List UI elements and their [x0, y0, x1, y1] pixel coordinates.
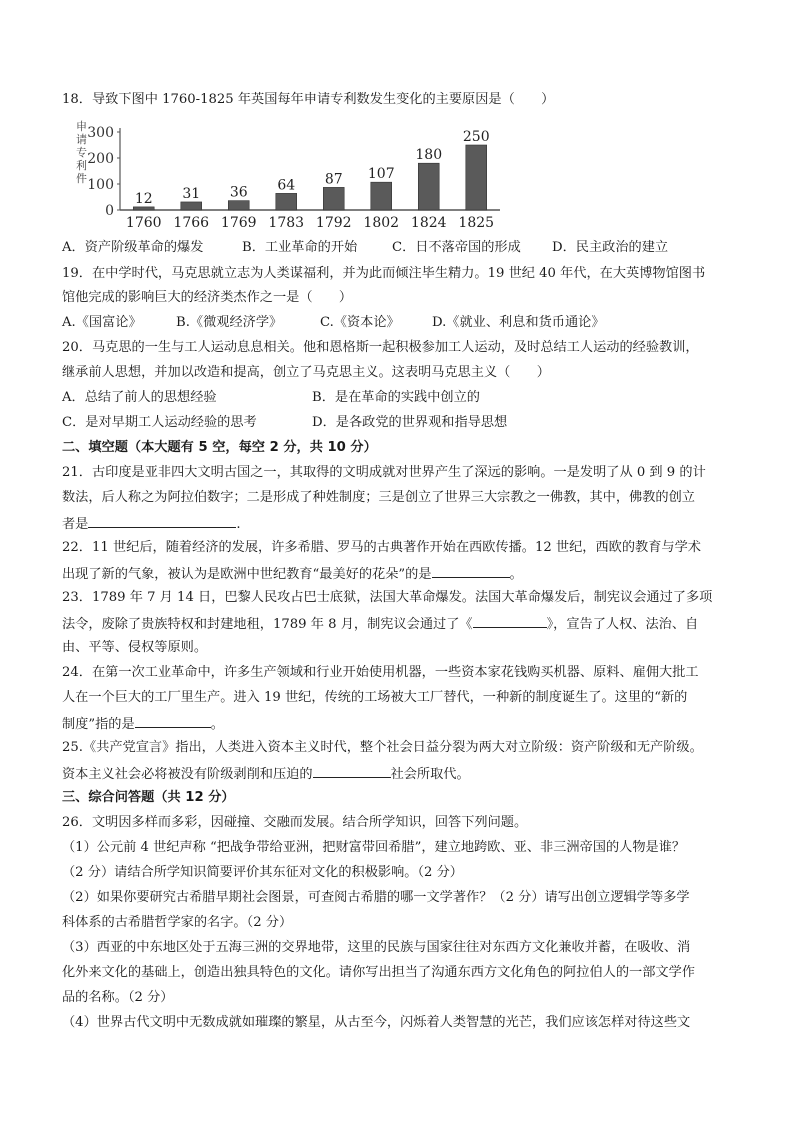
- q23-line-1: 23．1789 年 7 月 14 日，巴黎人民攻占巴士底狱，法国大革命爆发。法国大革命爆发后，制宪议会通过了多项: [62, 590, 713, 605]
- y-tick-label: 0: [105, 203, 114, 219]
- q24-text-b: 。: [210, 717, 224, 732]
- bar-data-label: 180: [415, 147, 443, 164]
- q18-option-a[interactable]: A．资产阶级革命的爆发: [62, 240, 204, 255]
- q23-answer-blank[interactable]: [473, 613, 547, 628]
- q24-line-1: 24．在第一次工业革命中，许多生产领域和行业开始使用机器，一些资本家花钱购买机器、原料、雇佣大批工: [62, 665, 699, 680]
- q21-line-2: 数法，后人称之为阿拉伯数字；二是形成了种姓制度；三是创立了世界三大宗教之一佛教，其中，佛教的创立: [62, 490, 695, 505]
- bar: [276, 193, 297, 210]
- q19-option-c[interactable]: C.《资本论》: [320, 315, 400, 330]
- y-tick-label: 300: [87, 125, 114, 141]
- q18-option-d[interactable]: D．民主政治的建立: [552, 240, 669, 255]
- y-axis-label-char: 专: [76, 146, 87, 159]
- q20-option-b[interactable]: B．是在革命的实践中创立的: [312, 390, 480, 405]
- q21-text-a: 者是: [62, 517, 89, 532]
- chart-svg: [70, 120, 510, 232]
- y-tick-label: 200: [87, 151, 114, 167]
- y-tick-label: 100: [87, 177, 114, 193]
- bar: [323, 187, 344, 210]
- q19-line-2: 馆他完成的影响巨大的经济类杰作之一是（ ）: [62, 290, 353, 305]
- q26-line-7: 化外来文化的基础上，创造出独具特色的文化。请你写出担当了沟通东西方文化角色的阿拉伯人的一部文学作: [62, 965, 695, 980]
- q25-text-a: 资本主义社会必将被没有阶级剥削和压迫的: [62, 767, 313, 782]
- patent-bar-chart: [70, 120, 510, 232]
- q24-answer-blank[interactable]: [135, 713, 211, 728]
- q25-line-2: [62, 763, 742, 785]
- x-tick-label: 1825: [458, 215, 495, 231]
- x-tick-label: 1802: [363, 215, 400, 231]
- q21-line-3: [62, 513, 742, 535]
- y-axis-label: [76, 120, 87, 185]
- q23-text-a: 法令，废除了贵族特权和封建地租，1789 年 8 月，制宪议会通过了《: [62, 617, 473, 632]
- q19-option-d[interactable]: D.《就业、利息和货币通论》: [432, 315, 605, 330]
- q26-line-6: （3）西亚的中东地区处于五海三洲的交界地带，这里的民族与国家往往对东西方文化兼收并蓄，在吸收、消: [62, 940, 691, 955]
- q19-option-b[interactable]: B.《微观经济学》: [176, 315, 283, 330]
- q24-line-2: 人在一个巨大的工厂里生产。进入 19 世纪，传统的工场被大工厂替代，一种新的制度诞生了。这里的“新的: [62, 690, 688, 705]
- x-tick-label: 1783: [268, 215, 305, 231]
- q20-option-d[interactable]: D．是各政党的世界观和指导思想: [312, 415, 508, 430]
- section-2-heading: 二、填空题（本大题有 5 空，每空 2 分，共 10 分）: [62, 440, 377, 455]
- y-axis-label-char: 件: [76, 172, 87, 185]
- q22-answer-blank[interactable]: [432, 563, 510, 578]
- q19-line-1: 19．在中学时代，马克思就立志为人类谋福利，并为此而倾注毕生精力。19 世纪 40 年代，在大英博物馆图书: [62, 266, 706, 281]
- q25-text-b: 社会所取代。: [390, 767, 470, 782]
- q26-line-3: （2 分）请结合所学知识简要评价其东征对文化的积极影响。（2 分）: [62, 865, 463, 880]
- bar: [181, 202, 202, 210]
- q18-option-c[interactable]: C．日不落帝国的形成: [392, 240, 521, 255]
- bar: [418, 163, 439, 210]
- q25-line-1: 25.《共产党宣言》指出，人类进入资本主义时代，整个社会日益分裂为两大对立阶级：资产阶级和无产阶级。: [62, 740, 703, 755]
- y-axis-label-char: 请: [76, 133, 87, 146]
- x-tick-label: 1824: [410, 215, 447, 231]
- x-tick-label: 1769: [220, 215, 257, 231]
- q21-answer-blank[interactable]: [88, 513, 236, 528]
- q21-line-1: 21．古印度是亚非四大文明古国之一，其取得的文明成就对世界产生了深远的影响。一是发明了从 0 到 9 的计: [62, 465, 706, 480]
- q18-option-b[interactable]: B．工业革命的开始: [242, 240, 358, 255]
- q26-line-9: （4）世界古代文明中无数成就如璀璨的繁星，从古至今，闪烁着人类智慧的光芒，我们应该怎样对待这些文: [62, 1015, 691, 1030]
- q24-text-a: 制度”指的是: [62, 717, 135, 732]
- q26-line-8: 品的名称。（2 分）: [62, 990, 174, 1005]
- q26-line-2: （1）公元前 4 世纪声称 “把战争带给亚洲，把财富带回希腊”，建立地跨欧、亚、非三洲帝国的人物是谁？: [62, 840, 686, 855]
- q20-option-a[interactable]: A．总结了前人的思想经验: [62, 390, 217, 405]
- y-axis-label-char: 利: [76, 159, 87, 172]
- q26-line-4: （2）如果你要研究古希腊早期社会图景，可查阅古希腊的哪一文学著作？（2 分）请写出创立逻辑学等多学: [62, 890, 690, 905]
- q23-text-b: 》，宣告了人权、法治、自: [546, 617, 699, 632]
- q19-option-a[interactable]: A.《国富论》: [62, 315, 142, 330]
- bar: [133, 207, 154, 210]
- bar-data-label: 12: [134, 190, 153, 207]
- x-tick-label: 1792: [315, 215, 352, 231]
- bar-data-label: 87: [324, 171, 343, 188]
- bar-data-label: 107: [367, 166, 395, 183]
- q18-stem: 18．导致下图中 1760-1825 年英国每年申请专利数发生变化的主要原因是（ ）: [62, 92, 555, 107]
- q24-line-3: [62, 713, 742, 735]
- q26-line-1: 26．文明因多样而多彩，因碰撞、交融而发展。结合所学知识，回答下列问题。: [62, 815, 528, 830]
- bar: [466, 145, 487, 210]
- bar-data-label: 250: [462, 129, 490, 145]
- q18-options: [62, 238, 752, 258]
- bar: [371, 182, 392, 210]
- q22-line-2: [62, 563, 742, 585]
- bar: [228, 201, 249, 210]
- q23-line-2: [62, 613, 742, 635]
- section-3-heading: 三、综合问答题（共 12 分）: [62, 790, 235, 805]
- bars: [133, 129, 489, 210]
- y-axis-label-char: 申: [76, 120, 87, 133]
- x-axis-labels: [126, 215, 494, 231]
- q22-text-a: 出现了新的气象，被认为是欧洲中世纪教育“最美好的花朵”的是: [62, 567, 432, 582]
- x-tick-label: 1766: [173, 215, 210, 231]
- q19-options: [62, 313, 752, 333]
- q20-options-row-1: [62, 388, 752, 408]
- q26-line-5: 科体系的古希腊哲学家的名字。（2 分）: [62, 915, 293, 930]
- q20-line-2: 继承前人思想，并加以改造和提高，创立了马克思主义。这表明马克思主义（ ）: [62, 365, 550, 380]
- q22-text-b: 。: [509, 567, 523, 582]
- q23-line-3: 由、平等、侵权等原则。: [62, 640, 208, 655]
- q21-text-b: .: [236, 517, 241, 532]
- x-tick-label: 1760: [125, 215, 162, 231]
- bar-data-label: 36: [229, 184, 248, 201]
- q20-option-c[interactable]: C．是对早期工人运动经验的思考: [62, 415, 257, 430]
- q20-line-1: 20．马克思的一生与工人运动息息相关。他和恩格斯一起积极参加工人运动，及时总结工人运动的经验教训，: [62, 340, 699, 355]
- bar-data-label: 64: [277, 177, 296, 194]
- q20-options-row-2: [62, 413, 752, 433]
- bar-data-label: 31: [182, 185, 201, 202]
- q22-line-1: 22．11 世纪后，随着经济的发展，许多希腊、罗马的古典著作开始在西欧传播。12 世纪，西欧的教育与学术: [62, 540, 701, 555]
- q25-answer-blank[interactable]: [313, 763, 391, 778]
